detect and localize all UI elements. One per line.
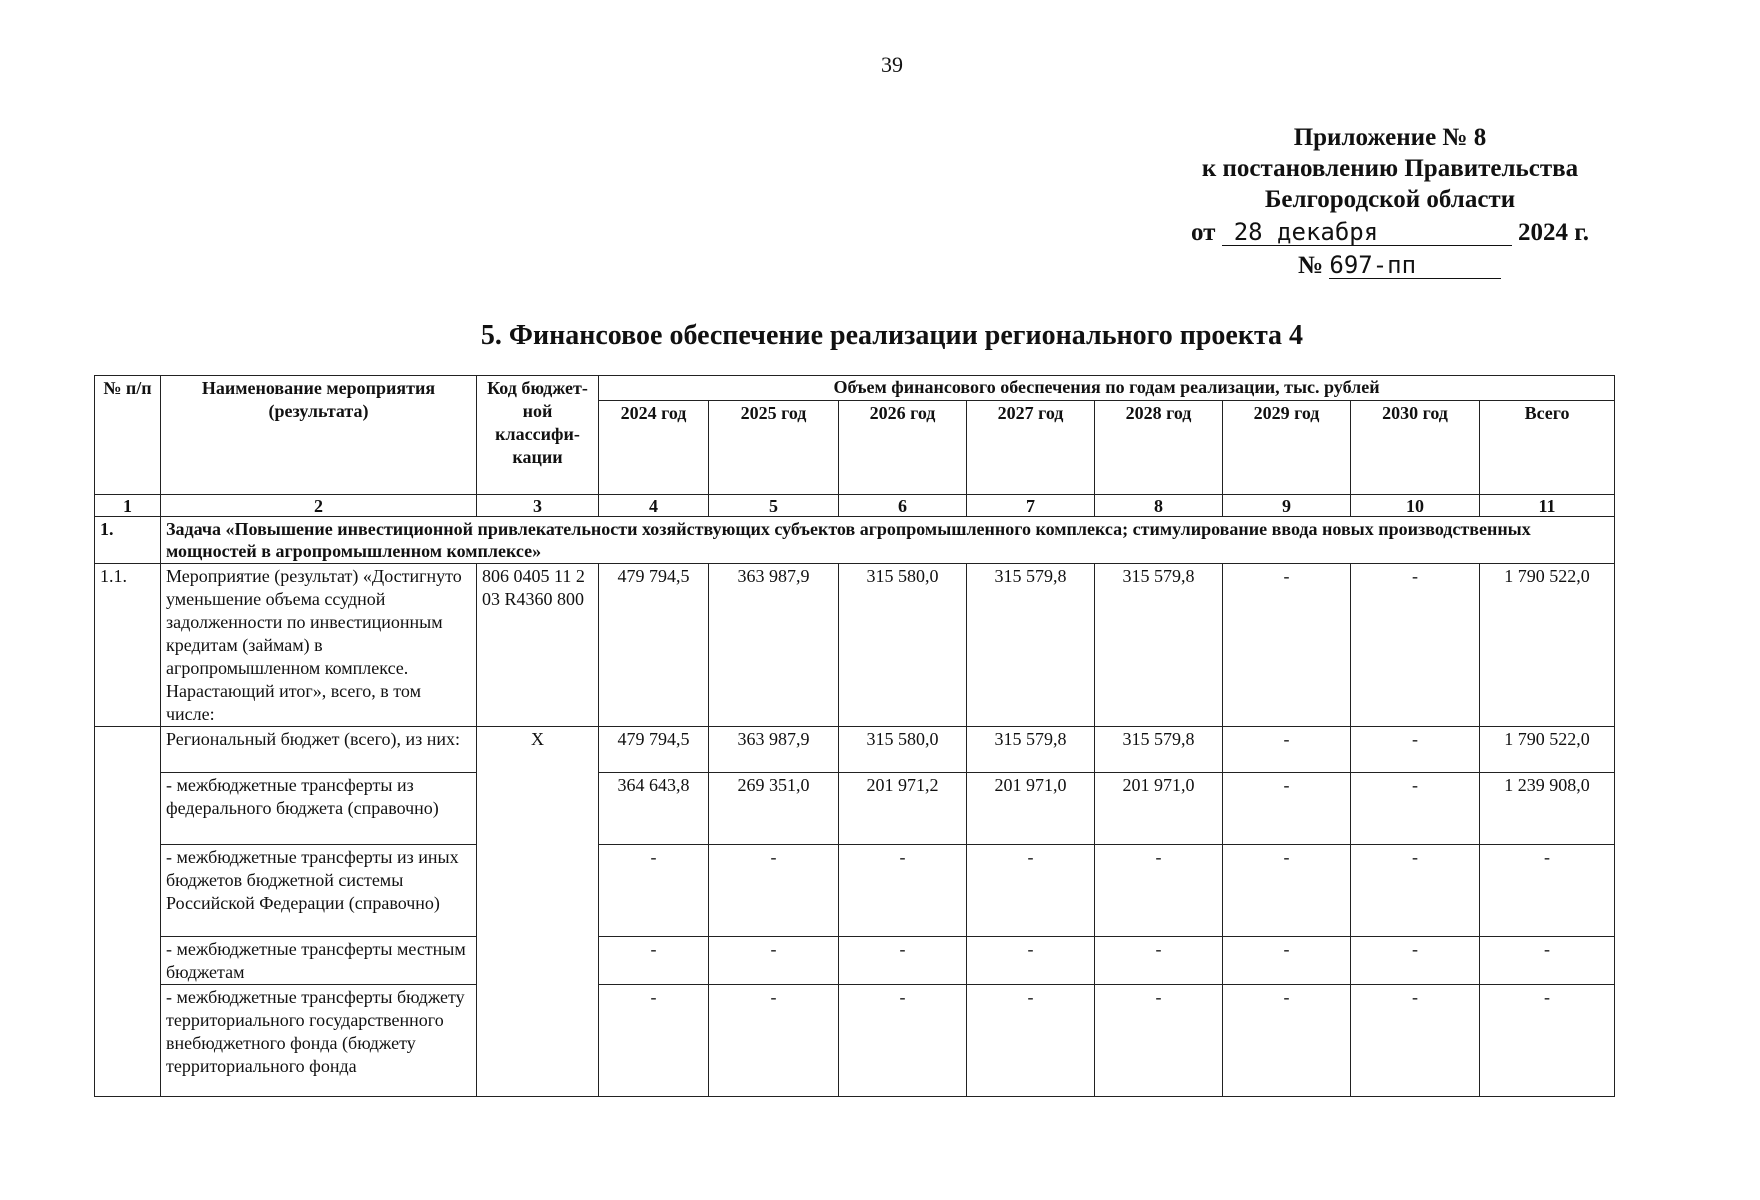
- value-cell: -: [967, 985, 1095, 1097]
- date-suffix: 2024 г.: [1517, 219, 1589, 246]
- value-cell: -: [1095, 937, 1223, 985]
- number-value: 697-пп: [1329, 252, 1501, 279]
- task-number: 1.: [95, 517, 161, 564]
- appendix-title: Приложение № 8: [1293, 124, 1487, 151]
- column-number: 9: [1223, 495, 1351, 517]
- appendix-decree: к постановлению Правительства: [1201, 155, 1579, 182]
- value-cell: -: [1351, 845, 1480, 937]
- row-name: Мероприятие (результат) «Достигнуто уменьшение объема ссудной задолженности по инвестиционным кредитам (займам) в агропромышленном комплексе. Нарастающий итог», всего, в том числе:: [161, 564, 477, 727]
- value-cell: 201 971,2: [839, 773, 967, 845]
- value-cell: -: [1223, 564, 1351, 727]
- column-number: 6: [839, 495, 967, 517]
- value-cell: 1 239 908,0: [1480, 773, 1615, 845]
- header-year-2029: 2029 год: [1223, 401, 1351, 495]
- financing-table: [94, 375, 1615, 1097]
- appendix-region: Белгородской области: [1264, 186, 1516, 213]
- table-row: [95, 727, 1615, 773]
- table-row: [95, 773, 1615, 845]
- column-number: 5: [709, 495, 839, 517]
- value-cell: 363 987,9: [709, 564, 839, 727]
- header-year-2027: 2027 год: [967, 401, 1095, 495]
- value-cell: -: [1351, 937, 1480, 985]
- row-name: - межбюджетные трансферты из иных бюджетов бюджетной системы Российской Федерации (справочно): [161, 845, 477, 937]
- value-cell: -: [599, 937, 709, 985]
- value-cell: -: [1223, 773, 1351, 845]
- header-total: Всего: [1480, 401, 1615, 495]
- value-cell: 363 987,9: [709, 727, 839, 773]
- value-cell: -: [1223, 727, 1351, 773]
- value-cell: 315 580,0: [839, 564, 967, 727]
- header-name: Наименование мероприятия (результата): [161, 376, 477, 495]
- value-cell: -: [1223, 937, 1351, 985]
- value-cell: -: [1351, 985, 1480, 1097]
- row-number: 1.1.: [95, 564, 161, 727]
- date-prefix: от: [1191, 219, 1216, 246]
- value-cell: -: [1351, 727, 1480, 773]
- column-number: 8: [1095, 495, 1223, 517]
- value-cell: -: [709, 937, 839, 985]
- header-row-top: [95, 376, 1615, 401]
- value-cell: -: [1480, 985, 1615, 1097]
- column-number: 7: [967, 495, 1095, 517]
- value-cell: -: [709, 845, 839, 937]
- section-title: 5. Финансовое обеспечение реализации регионального проекта 4: [480, 320, 1304, 351]
- task-row: [95, 517, 1615, 564]
- row-code: Х: [477, 727, 599, 1097]
- value-cell: -: [1480, 845, 1615, 937]
- header-num: № п/п: [95, 376, 161, 495]
- header-year-2024: 2024 год: [599, 401, 709, 495]
- column-number-row: [95, 495, 1615, 517]
- value-cell: 479 794,5: [599, 564, 709, 727]
- column-number: 3: [477, 495, 599, 517]
- value-cell: 1 790 522,0: [1480, 727, 1615, 773]
- value-cell: -: [839, 937, 967, 985]
- value-cell: 315 579,8: [967, 727, 1095, 773]
- value-cell: 1 790 522,0: [1480, 564, 1615, 727]
- row-name: - межбюджетные трансферты бюджету территориального государственного внебюджетного фонда (бюджету территориального фонда: [161, 985, 477, 1097]
- value-cell: -: [1095, 985, 1223, 1097]
- value-cell: 364 643,8: [599, 773, 709, 845]
- appendix-date-line: [1140, 217, 1640, 248]
- value-cell: 479 794,5: [599, 727, 709, 773]
- value-cell: 315 579,8: [1095, 564, 1223, 727]
- date-value: 28 декабря: [1222, 219, 1512, 246]
- task-text: Задача «Повышение инвестиционной привлекательности хозяйствующих субъектов агропромышленного комплекса; стимулирование ввода новых производственных мощностей в агропромышленном комплексе»: [161, 517, 1615, 564]
- value-cell: -: [1223, 985, 1351, 1097]
- column-number: 11: [1480, 495, 1615, 517]
- table-row: [95, 937, 1615, 985]
- number-prefix: №: [1298, 252, 1324, 279]
- column-number: 2: [161, 495, 477, 517]
- row-name: - межбюджетные трансферты из федерального бюджета (справочно): [161, 773, 477, 845]
- value-cell: 315 579,8: [967, 564, 1095, 727]
- table-row: [95, 985, 1615, 1097]
- value-cell: -: [1351, 773, 1480, 845]
- row-number: [95, 727, 161, 1097]
- header-volume: Объем финансового обеспечения по годам реализации, тыс. рублей: [599, 376, 1615, 401]
- page-number: 39: [881, 52, 903, 77]
- table-row: [95, 564, 1615, 727]
- value-cell: 315 579,8: [1095, 727, 1223, 773]
- row-name: - межбюджетные трансферты местным бюджетам: [161, 937, 477, 985]
- value-cell: -: [1351, 564, 1480, 727]
- value-cell: -: [599, 985, 709, 1097]
- table-row: [95, 845, 1615, 937]
- column-number: 4: [599, 495, 709, 517]
- appendix-block: [1140, 122, 1640, 281]
- row-code: 806 0405 11 2 03 R4360 800: [477, 564, 599, 727]
- value-cell: -: [967, 845, 1095, 937]
- value-cell: -: [599, 845, 709, 937]
- value-cell: -: [839, 845, 967, 937]
- header-year-2026: 2026 год: [839, 401, 967, 495]
- header-year-2030: 2030 год: [1351, 401, 1480, 495]
- column-number: 10: [1351, 495, 1480, 517]
- value-cell: -: [839, 985, 967, 1097]
- value-cell: 201 971,0: [967, 773, 1095, 845]
- value-cell: -: [1095, 845, 1223, 937]
- value-cell: -: [1480, 937, 1615, 985]
- value-cell: -: [967, 937, 1095, 985]
- header-code: Код бюджет-ной классифи-кации: [477, 376, 599, 495]
- header-year-2028: 2028 год: [1095, 401, 1223, 495]
- column-number: 1: [95, 495, 161, 517]
- value-cell: 201 971,0: [1095, 773, 1223, 845]
- value-cell: 269 351,0: [709, 773, 839, 845]
- appendix-number-line: [1140, 250, 1640, 281]
- value-cell: -: [709, 985, 839, 1097]
- header-year-2025: 2025 год: [709, 401, 839, 495]
- value-cell: -: [1223, 845, 1351, 937]
- value-cell: 315 580,0: [839, 727, 967, 773]
- row-name: Региональный бюджет (всего), из них:: [161, 727, 477, 773]
